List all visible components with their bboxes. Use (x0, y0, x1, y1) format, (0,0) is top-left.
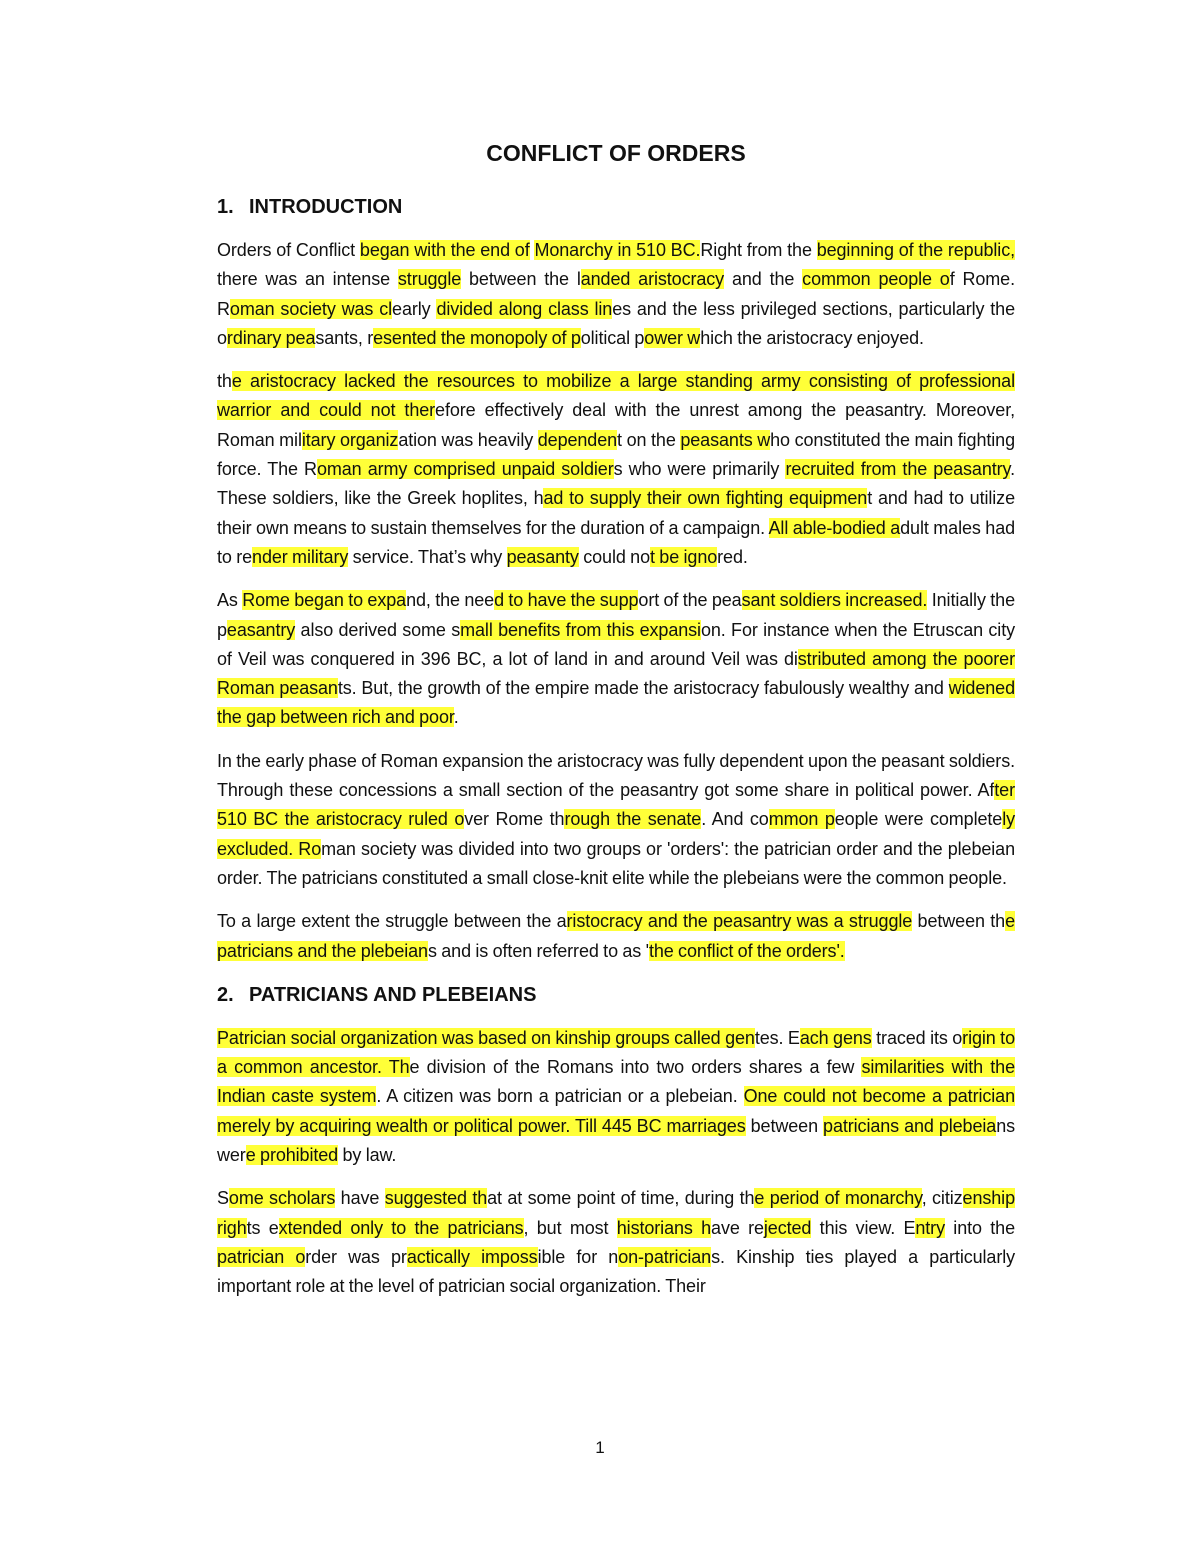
highlighted-text: peasanty (506, 546, 579, 567)
section-title: INTRODUCTION (249, 196, 403, 218)
text-run: between the l (461, 269, 581, 290)
text-run: s who were primarily (613, 459, 786, 480)
text-run: eople were complete (834, 809, 1003, 830)
text-run: have (335, 1188, 385, 1209)
highlighted-text: patrician o (217, 1246, 306, 1267)
text-run: early (392, 298, 437, 319)
text-run: e division of the Romans into two orders shares a few (409, 1057, 862, 1078)
text-run: olitical p (580, 327, 645, 348)
highlighted-text: esented the monopoly of p (373, 327, 581, 348)
text-run: Orders of Conflict (217, 240, 360, 260)
text-run: ns wer (217, 1115, 1016, 1166)
highlighted-text: mmon p (768, 809, 835, 830)
text-run: . A citizen was born a patrician or a plebeian. (376, 1086, 744, 1107)
text-run: service. That’s why (348, 546, 507, 567)
highlighted-text: e aristocracy lacked the resources to mobilize a large standing army consisting of professional warrior and could not ther (217, 371, 1015, 421)
text-run: red. (717, 546, 748, 567)
text-run: into the (944, 1217, 1015, 1238)
text-run: Initially the p (217, 590, 1015, 640)
section-title: PATRICIANS AND PLEBEIANS (249, 983, 537, 1006)
highlighted-text: anded aristocracy (580, 269, 725, 290)
text-run: could no (578, 546, 650, 567)
highlighted-text: similarities with the Indian caste system (217, 1057, 1015, 1107)
text-run: As (217, 590, 243, 611)
document-page (217, 136, 1015, 1316)
highlighted-text: stributed among the poorer Roman peasan (217, 648, 1015, 699)
section-number: 2. (217, 983, 234, 1006)
highlighted-text: ristocracy and the peasantry was a struggle (566, 911, 913, 932)
highlighted-text: enship righ (217, 1188, 1015, 1238)
text-run: ho constituted the main fighting force. The R (217, 429, 1015, 480)
text-run: S (217, 1188, 229, 1209)
highlighted-text: nder military (252, 546, 349, 567)
text-run: . (453, 707, 459, 728)
text-run: . And co (701, 809, 769, 830)
text-run: dult males had to re (217, 517, 1016, 567)
text-run: ts. But, the growth of the empire made the aristocracy fabulously wealthy and (337, 678, 949, 699)
text-run: ation was heavily (398, 429, 538, 450)
highlighted-text: Rome began to expa (242, 590, 407, 611)
highlighted-text: rigin to a common ancestor. Th (217, 1027, 1015, 1078)
highlighted-text: xtended only to the pa (278, 1217, 468, 1238)
text-run: s. Kinship ties played a particularly important role at the level of patrician social organization. Their (217, 1246, 1016, 1297)
text-run: Right from the (700, 240, 817, 260)
text-run: by law. (338, 1145, 397, 1166)
highlighted-text: peasants w (680, 429, 771, 450)
highlighted-text: All able-bodied a (768, 517, 901, 538)
paragraph (217, 747, 1015, 893)
text-run: f Rome. R (217, 269, 1015, 319)
highlighted-text: actically imposs (406, 1246, 538, 1267)
highlighted-text: ower w (644, 327, 701, 348)
highlighted-text: patricians and plebeia (823, 1115, 997, 1136)
highlighted-text: tricians (467, 1217, 524, 1238)
highlighted-text: beginning of the republic, (816, 240, 1016, 260)
highlighted-text: Monarchy in 510 BC. (534, 240, 701, 260)
text-run: and the (724, 269, 803, 290)
paragraph (217, 367, 1015, 572)
highlighted-text: rdinary pea (226, 327, 316, 348)
text-run: man society was divided into two groups or 'orders': the patrician order and the plebeian order. The patricians constituted a small close-knit elite while the plebeians were the common people. (217, 838, 1015, 888)
text-run: between th (912, 911, 1006, 932)
text-run: , but most (523, 1217, 617, 1238)
document-title: CONFLICT OF ORDERS (486, 140, 746, 166)
highlighted-text: ntry (915, 1217, 945, 1238)
highlighted-text: ach gens (799, 1027, 872, 1048)
paragraph (217, 1184, 1015, 1301)
text-run: this view. E (811, 1217, 916, 1238)
highlighted-text: common people o (802, 269, 950, 290)
text-run: In the early phase of Roman expansion the aristocracy was fully dependent upon the peasant soldiers. Through these concessions a small section of the peasantry got some share in political power. Af (217, 750, 1016, 801)
text-run: es and the less privileged sections, particularly the o (217, 298, 1015, 348)
highlighted-text: widened the gap between rich and poor (217, 678, 1015, 728)
paragraph (217, 907, 1015, 966)
text-run: th (217, 371, 232, 392)
highlighted-text: jected (763, 1217, 812, 1238)
text-run: between (745, 1115, 824, 1136)
highlighted-text: One could not become a patrician merely by acquiring wealth or political power. Till 445 BC marriages (217, 1086, 1015, 1136)
highlighted-text: oman society was cl (229, 298, 393, 319)
paragraph (217, 1024, 1015, 1170)
highlighted-text: easantry (226, 619, 296, 640)
section-heading-patricians-and-plebeians (217, 980, 1015, 1010)
text-run: also derived some s (295, 619, 461, 640)
highlighted-text: t be igno (649, 546, 718, 567)
highlighted-text: ome scholars (228, 1188, 336, 1209)
highlighted-text: historians h (616, 1217, 712, 1238)
highlighted-text: ly excluded. Ro (217, 809, 1016, 859)
highlighted-text: on-patrician (618, 1246, 712, 1267)
highlighted-text: e prohibited (245, 1145, 339, 1166)
section-number: 1. (217, 196, 234, 218)
highlighted-text: began with the end of (359, 240, 530, 260)
text-run: nd, the nee (406, 590, 495, 611)
text-run: ts e (246, 1217, 279, 1238)
text-run: To a large extent the struggle between the a (217, 911, 567, 932)
highlighted-text: ad to supply their own fighting equipmen (543, 488, 868, 509)
text-run: , citiz (921, 1188, 963, 1209)
text-run: efore effectively deal with the unrest among the peasantry. Moreover, Roman mil (217, 400, 1015, 450)
text-run: ver Rome th (464, 809, 565, 830)
text-run: t and had to utilize their own means to sustain themselves for the duration of a campaign. (217, 488, 1015, 538)
highlighted-text: itary organiz (301, 429, 399, 450)
page-number: 1 (595, 1438, 605, 1457)
text-run: traced its o (871, 1027, 963, 1048)
paragraph (217, 236, 1015, 353)
highlighted-text: sant soldiers increased. (741, 590, 928, 611)
highlighted-text: d to have the supp (494, 590, 639, 611)
highlighted-text: oman army comprised unpaid soldier (316, 459, 614, 480)
text-run: t on the (617, 429, 681, 450)
text-run: hich the aristocracy enjoyed. (700, 327, 924, 348)
text-run: sants, r (315, 327, 374, 348)
highlighted-text: struggle (397, 269, 462, 290)
text-run: tes. E (754, 1027, 800, 1048)
text-run: on. For instance when the Etruscan city of Veil was conquered in 396 BC, a lot of land in and around Veil was di (217, 619, 1015, 669)
highlighted-text: divided along class lin (436, 298, 613, 319)
section-heading-introduction (217, 192, 1015, 222)
highlighted-text: the conflict of the orders'. (648, 940, 845, 961)
text-run: ort of the pea (638, 590, 742, 611)
highlighted-text: ter 510 BC the aristocracy ruled o (217, 780, 1015, 830)
text-run: ible for n (537, 1246, 619, 1267)
highlighted-text: rough the senate (564, 809, 702, 830)
paragraph (217, 586, 1015, 732)
text-run: s and is often referred to as ' (427, 940, 649, 961)
highlighted-text: mall benefits from this expansi (460, 619, 701, 640)
highlighted-text: recruited from the peasantry (785, 459, 1011, 480)
text-run: . These soldiers, like the Greek hoplites, h (217, 459, 1015, 509)
highlighted-text: suggested th (384, 1188, 488, 1209)
text-run: ave re (711, 1217, 764, 1238)
highlighted-text: Patrician social organization was based on kinship groups called gen (217, 1027, 755, 1048)
text-run: there was an intense (217, 269, 398, 290)
highlighted-text: e patricians and the plebeian (217, 911, 1015, 961)
text-run: at at some point of time, during th (487, 1188, 755, 1209)
highlighted-text: dependen (537, 429, 618, 450)
text-run: rder was pr (305, 1246, 407, 1267)
highlighted-text: e period of monarchy (754, 1188, 922, 1209)
